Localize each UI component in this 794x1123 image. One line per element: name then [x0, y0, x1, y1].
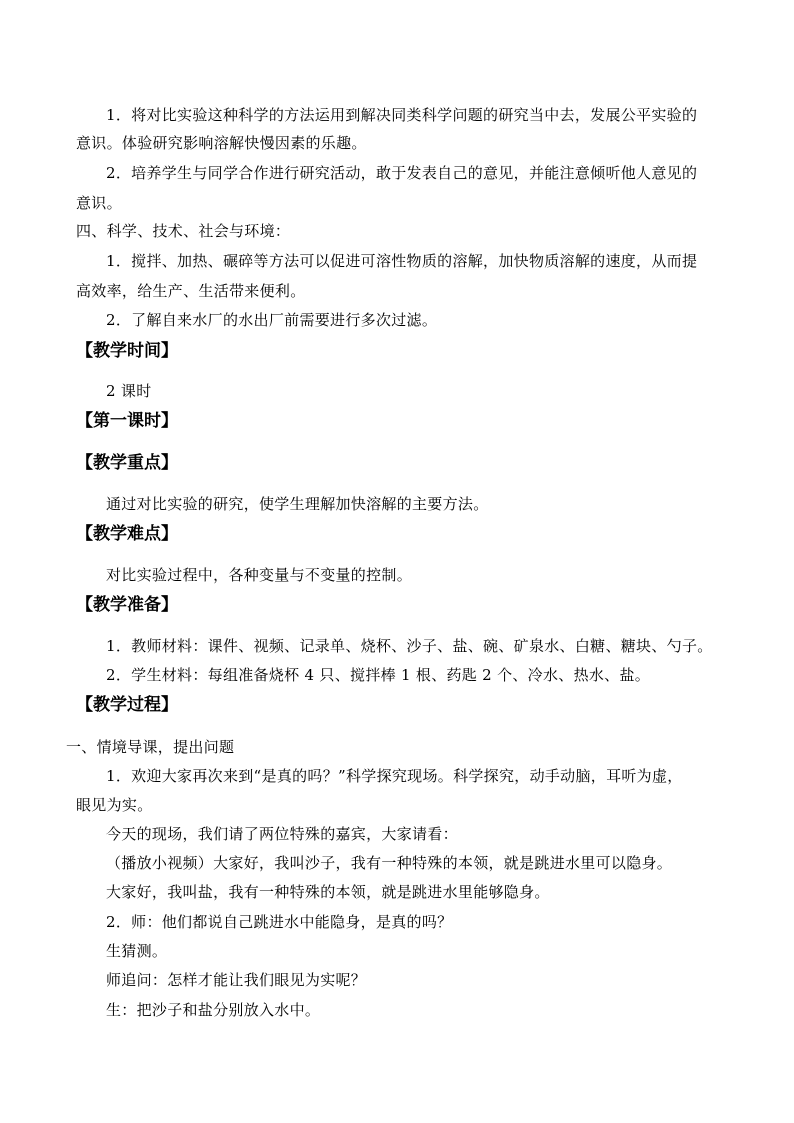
- heading-teaching-time: 【教学时间】: [76, 341, 178, 361]
- paragraph-line: 1．将对比实验这种科学的方法运用到解决同类科学问题的研究当中去，发展公平实验的: [106, 106, 698, 124]
- paragraph-line: 2．师：他们都说自己跳进水中能隐身，是真的吗？: [106, 913, 453, 931]
- paragraph-line: 师追问：怎样才能让我们眼见为实呢？: [106, 971, 367, 989]
- paragraph-line: 高效率，给生产、生活带来便利。: [76, 282, 306, 300]
- section-heading: 一、情境导课，提出问题: [66, 738, 235, 756]
- paragraph-line: 2．培养学生与同学合作进行研究活动，敢于发表自己的意见，并能注意倾听他人意见的: [106, 164, 698, 182]
- paragraph-line: 通过对比实验的研究，使学生理解加快溶解的主要方法。: [106, 495, 489, 513]
- section-heading: 四、科学、技术、社会与环境：: [76, 222, 291, 240]
- paragraph-line: 1．欢迎大家再次来到“是真的吗？”科学探究现场。科学探究，动手动脑，耳听为虚，: [106, 767, 683, 785]
- paragraph-line: 生猜测。: [106, 942, 168, 960]
- paragraph-line: 眼见为实。: [76, 796, 153, 814]
- paragraph-line: 1．搅拌、加热、碾碎等方法可以促进可溶性物质的溶解，加快物质溶解的速度，从而提: [106, 252, 698, 270]
- paragraph-line: （播放小视频）大家好，我叫沙子，我有一种特殊的本领，就是跳进水里可以隐身。: [106, 854, 673, 872]
- paragraph-line: 生：把沙子和盐分别放入水中。: [106, 1001, 321, 1019]
- paragraph-line: 今天的现场，我们请了两位特殊的嘉宾，大家请看：: [106, 825, 458, 843]
- paragraph-line: 2 课时: [106, 382, 152, 400]
- heading-process: 【教学过程】: [76, 695, 178, 715]
- heading-key-points: 【教学重点】: [76, 453, 178, 473]
- paragraph-line: 2．学生材料：每组准备烧杯 4 只、搅拌棒 1 根、药匙 2 个、冷水、热水、盐。: [106, 666, 651, 684]
- paragraph-line: 2．了解自来水厂的水出厂前需要进行多次过滤。: [106, 311, 438, 329]
- heading-preparation: 【教学准备】: [76, 595, 178, 615]
- heading-first-lesson: 【第一课时】: [76, 411, 178, 431]
- paragraph-line: 意识。体验研究影响溶解快慢因素的乐趣。: [76, 134, 367, 152]
- paragraph-line: 意识。: [76, 194, 122, 212]
- paragraph-line: 1．教师材料：课件、视频、记录单、烧杯、沙子、盐、碗、矿泉水、白糖、糖块、勺子。: [106, 637, 713, 655]
- heading-difficulties: 【教学难点】: [76, 524, 178, 544]
- paragraph-line: 对比实验过程中，各种变量与不变量的控制。: [106, 566, 413, 584]
- paragraph-line: 大家好，我叫盐，我有一种特殊的本领，就是跳进水里能够隐身。: [106, 883, 550, 901]
